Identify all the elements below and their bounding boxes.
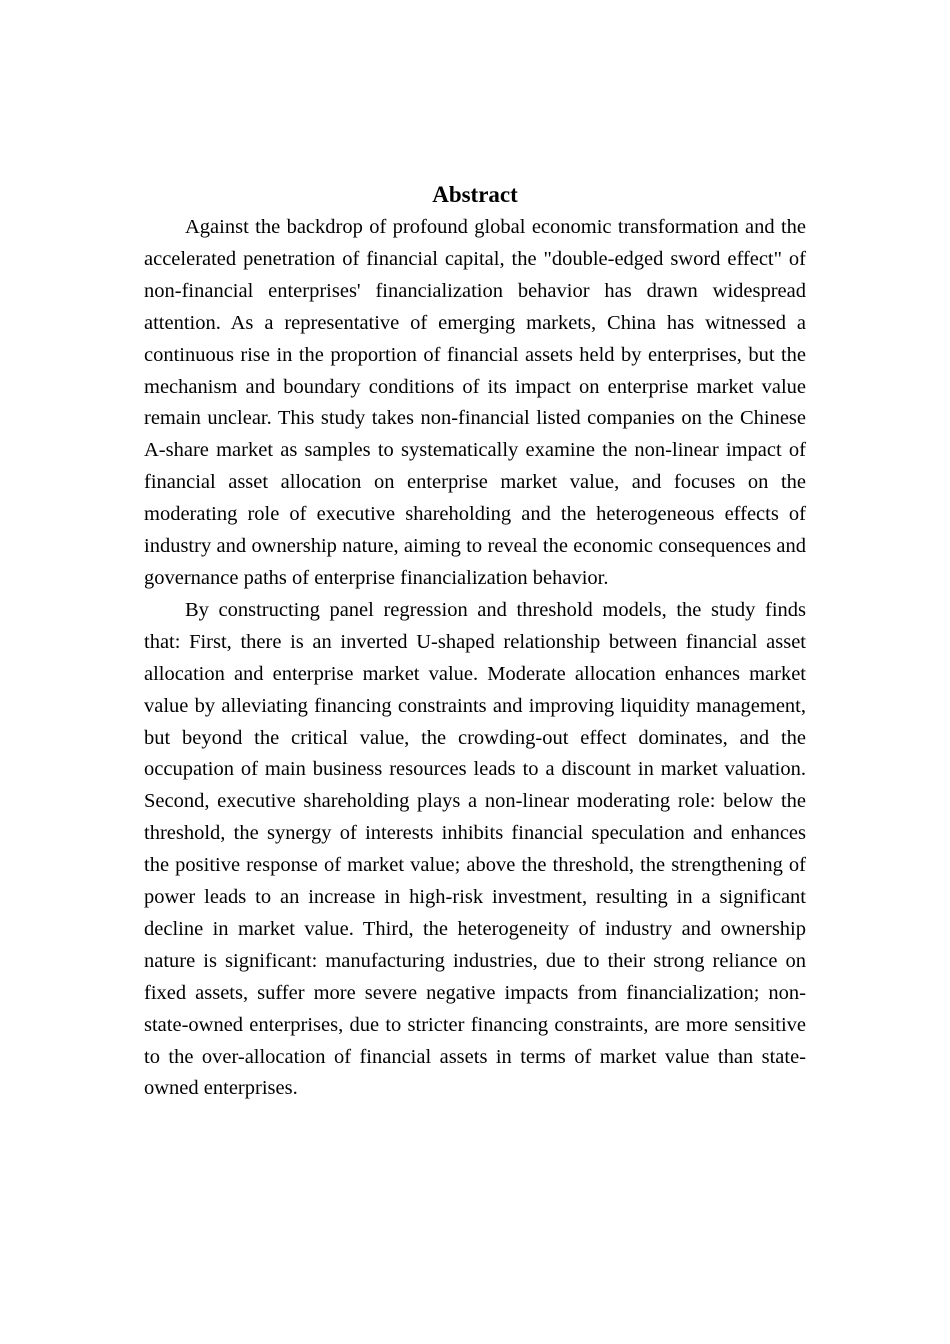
- document-page: [144, 178, 806, 1105]
- abstract-title: Abstract: [432, 182, 518, 207]
- abstract-paragraph-1: Against the backdrop of profound global economic transformation and the accelerated penetration of financial capital, the "double-edged sword effect" of non-financial enterprises' financialization behavior has drawn widespread attention. As a representative of emerging markets, China has witnessed a continuous rise in the proportion of financial assets held by enterprises, but the mechanism and boundary conditions of its impact on enterprise market value remain unclear. This study takes non-financial listed companies on the Chinese A-share market as samples to systematically examine the non-linear impact of financial asset allocation on enterprise market value, and focuses on the moderating role of executive shareholding and the heterogeneous effects of industry and ownership nature, aiming to reveal the economic consequences and governance paths of enterprise financialization behavior.: [144, 216, 806, 589]
- abstract-paragraph-2: By constructing panel regression and threshold models, the study finds that: First, there is an inverted U-shaped relationship between financial asset allocation and enterprise market value. Moderate allocation enhances market value by alleviating financing constraints and improving liquidity management, but beyond the critical value, the crowding-out effect dominates, and the occupation of main business resources leads to a discount in market valuation. Second, executive shareholding plays a non-linear moderating role: below the threshold, the synergy of interests inhibits financial speculation and enhances the positive response of market value; above the threshold, the strengthening of power leads to an increase in high-risk investment, resulting in a significant decline in market value. Third, the heterogeneity of industry and ownership nature is significant: manufacturing industries, due to their strong reliance on fixed assets, suffer more severe negative impacts from financialization; non-state-owned enterprises, due to stricter financing constraints, are more sensitive to the over-allocation of financial assets in terms of market value than state-owned enterprises.: [144, 598, 806, 1100]
